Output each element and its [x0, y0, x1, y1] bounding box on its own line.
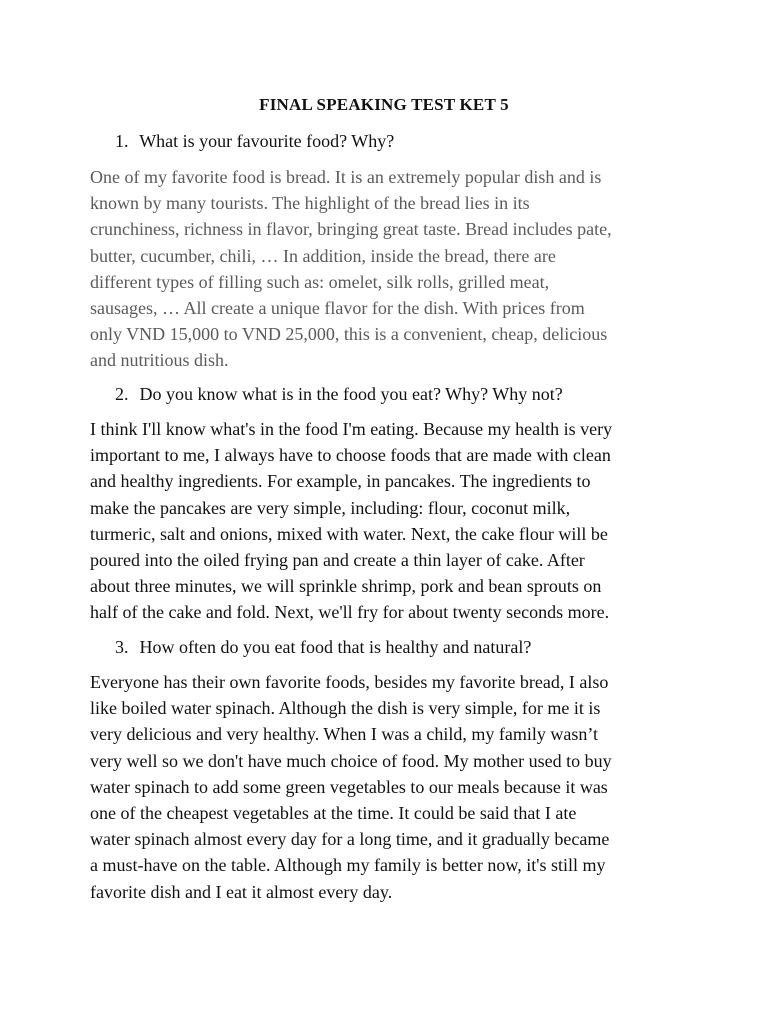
- question-number: 2.: [115, 384, 129, 404]
- answer-line: I think I'll know what's in the food I'm eating. Because my health is very: [90, 419, 613, 439]
- answer-line: crunchiness, richness in flavor, bringing great taste. Bread includes pate,: [90, 219, 612, 240]
- question-2: [115, 382, 563, 406]
- answer-line: known by many tourists. The highlight of the bread lies in its: [90, 193, 530, 214]
- answer-line: important to me, I always have to choose foods that are made with clean: [90, 445, 611, 466]
- answer-line: and healthy ingredients. For example, in pancakes. The ingredients to: [90, 471, 591, 492]
- answer-3: [90, 669, 680, 905]
- answer-line: poured into the oiled frying pan and create a thin layer of cake. After: [90, 550, 585, 571]
- answer-line: Everyone has their own favorite foods, besides my favorite bread, I also: [90, 672, 609, 692]
- answer-line: a must-have on the table. Although my family is better now, it's still my: [90, 855, 606, 876]
- answer-line: water spinach almost every day for a long time, and it gradually became: [90, 829, 610, 850]
- answer-line: only VND 15,000 to VND 25,000, this is a convenient, cheap, delicious: [90, 324, 608, 345]
- answer-line: favorite dish and I eat it almost every day.: [90, 881, 393, 902]
- answer-line: different types of filling such as: omelet, silk rolls, grilled meat,: [90, 271, 550, 292]
- answer-line: sausages, … All create a unique flavor for the dish. With prices from: [90, 298, 585, 319]
- answer-line: water spinach to add some green vegetables to our meals because it was: [90, 776, 608, 797]
- question-number: 1.: [115, 131, 129, 151]
- answer-line: turmeric, salt and onions, mixed with water. Next, the cake flour will be: [90, 523, 608, 544]
- question-text: What is your favourite food? Why?: [139, 131, 395, 151]
- question-number: 3.: [115, 637, 129, 657]
- answer-line: very delicious and very healthy. When I was a child, my family wasn’t: [90, 724, 599, 745]
- answer-line: one of the cheapest vegetables at the time. It could be said that I ate: [90, 803, 577, 824]
- question-3: [115, 635, 531, 659]
- question-text: Do you know what is in the food you eat? Why? Why not?: [139, 384, 563, 404]
- document-title: FINAL SPEAKING TEST KET 5: [259, 95, 509, 114]
- answer-line: butter, cucumber, chili, … In addition, inside the bread, there are: [90, 245, 556, 266]
- answer-line: very well so we don't have much choice of food. My mother used to buy: [90, 750, 612, 771]
- answer-2: [90, 416, 680, 626]
- question-text: How often do you eat food that is healthy and natural?: [139, 637, 532, 657]
- answer-line: like boiled water spinach. Although the dish is very simple, for me it is: [90, 698, 601, 719]
- answer-line: One of my favorite food is bread. It is an extremely popular dish and is: [90, 167, 602, 187]
- answer-line: about three minutes, we will sprinkle shrimp, pork and bean sprouts on: [90, 576, 602, 597]
- answer-line: and nutritious dish.: [90, 350, 229, 371]
- answer-1: [90, 164, 680, 374]
- answer-line: half of the cake and fold. Next, we'll fry for about twenty seconds more.: [90, 602, 610, 623]
- question-1: [115, 129, 394, 153]
- answer-line: make the pancakes are very simple, including: flour, coconut milk,: [90, 497, 571, 518]
